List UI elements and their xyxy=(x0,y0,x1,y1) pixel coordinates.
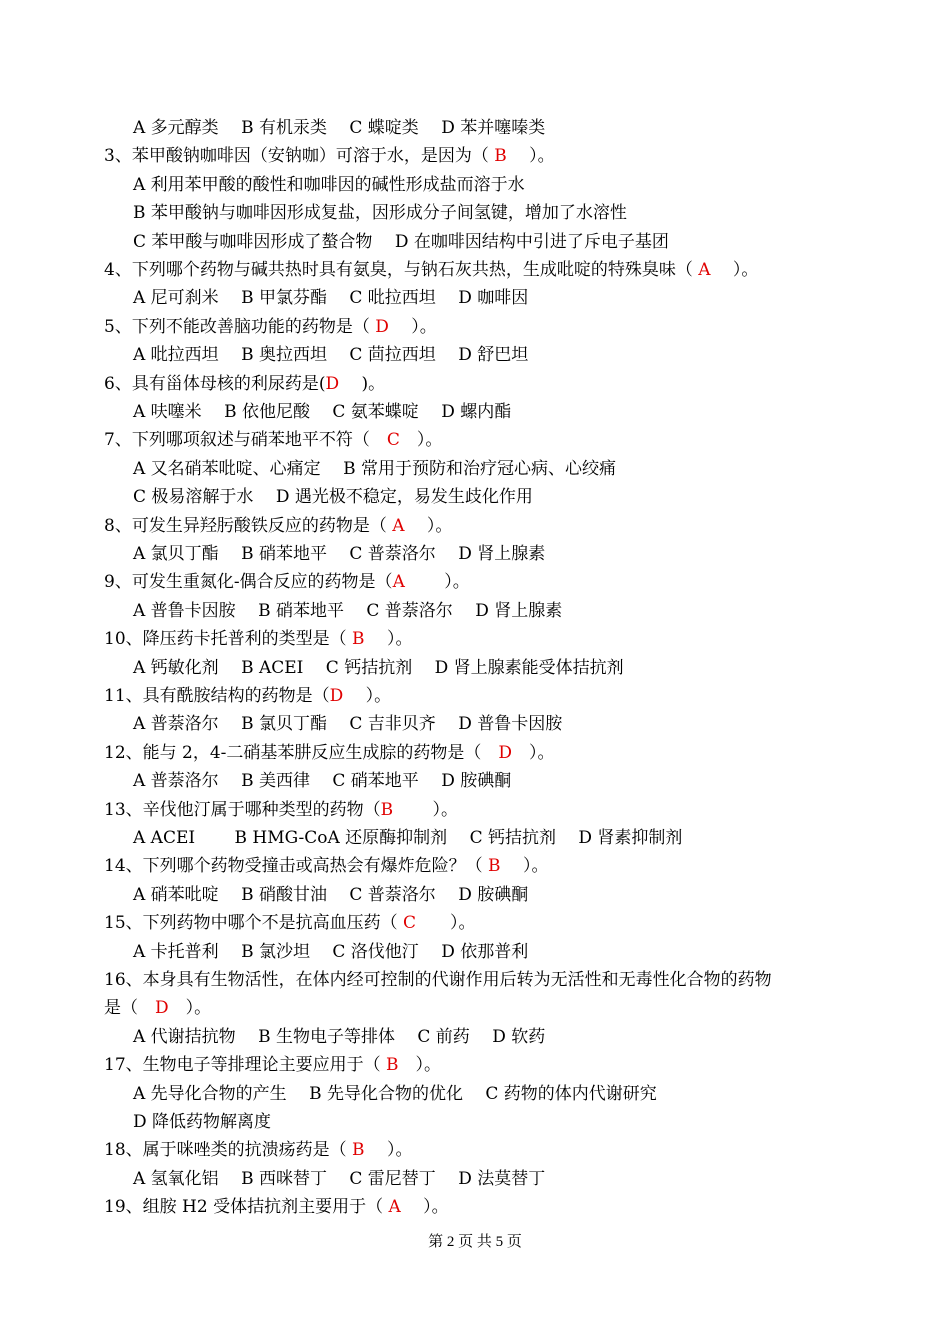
line-text-end: ）。 xyxy=(388,316,437,337)
option-line xyxy=(133,1082,657,1106)
answer-mark: D xyxy=(325,373,340,394)
line-text: 5、下列不能改善脑功能的药物是（ xyxy=(104,316,376,337)
line-text: 6、具有甾体母核的利尿药是( xyxy=(104,373,326,394)
answer-mark: B xyxy=(488,856,501,877)
line-text-end: ）。 xyxy=(404,515,453,536)
line-text: 15、下列药物中哪个不是抗高血压药（ xyxy=(104,913,404,934)
line-text-end: ）。 xyxy=(168,998,212,1019)
question-line xyxy=(104,798,458,822)
question-line xyxy=(104,1138,412,1162)
question-line xyxy=(104,258,758,282)
answer-mark: D xyxy=(155,998,169,1019)
line-text: A 硝苯吡啶 B 硝酸甘油 C 普萘洛尔 D 胺碘酮 xyxy=(133,884,529,905)
answer-mark: B xyxy=(352,629,365,650)
line-text-end: ）。 xyxy=(343,686,392,706)
answer-mark: A xyxy=(392,515,405,536)
line-text-end: ）。 xyxy=(364,629,413,650)
option-line xyxy=(133,656,624,680)
answer-mark: D xyxy=(498,742,513,763)
question-line xyxy=(104,514,452,538)
line-text: C 苯甲酸与咖啡因形成了螯合物 D 在咖啡因结构中引进了斥电子基团 xyxy=(133,231,669,252)
option-line xyxy=(133,485,533,509)
line-text: A 利用苯甲酸的酸性和咖啡因的碱性形成盐而溶于水 xyxy=(133,174,525,195)
answer-mark: A xyxy=(392,572,405,593)
line-text-end: ）。 xyxy=(404,572,470,593)
line-text: 19、组胺 H2 受体拮抗剂主要用于（ xyxy=(104,1197,389,1218)
line-text-end: ）。 xyxy=(710,260,759,280)
line-text: A 多元醇类 B 有机汞类 C 蝶啶类 D 苯并噻嗪类 xyxy=(133,118,546,138)
line-text-end: ）。 xyxy=(512,742,555,763)
question-line xyxy=(104,1195,449,1219)
answer-mark: B xyxy=(380,799,394,820)
question-line xyxy=(104,996,211,1020)
option-line xyxy=(133,542,545,566)
option-line xyxy=(133,883,528,907)
line-text-end: ）。 xyxy=(393,799,459,820)
line-text: 3、苯甲酸钠咖啡因（安钠咖）可溶于水，是因为（ xyxy=(104,146,495,167)
line-text: 是（ xyxy=(104,998,155,1019)
line-text: A ACEI B HMG-CoA 还原酶抑制剂 C 钙拮抗剂 D 肾素抑制剂 xyxy=(133,828,683,848)
option-line xyxy=(133,457,616,481)
question-line xyxy=(104,627,412,651)
line-text: A 钙敏化剂 B ACEI C 钙拮抗剂 D 肾上腺素能受体拮抗剂 xyxy=(133,657,624,678)
answer-mark: D xyxy=(375,316,389,337)
question-line xyxy=(104,144,555,168)
line-text: A 先导化合物的产生 B 先导化合物的优化 C 药物的体内代谢研究 xyxy=(133,1083,657,1104)
page-footer: 第 2 页 共 5 页 xyxy=(428,1234,522,1250)
answer-mark: B xyxy=(352,1140,365,1161)
option-line xyxy=(133,1167,545,1191)
line-text: B 苯甲酸钠与咖啡因形成复盐，因形成分子间氢键，增加了水溶性 xyxy=(133,203,627,224)
question-line xyxy=(104,1053,441,1077)
line-text: 10、降压药卡托普利的类型是（ xyxy=(104,629,353,650)
line-text-end: ）。 xyxy=(398,1055,442,1076)
line-text: 7、下列哪项叙述与硝苯地平不符（ xyxy=(104,430,387,451)
line-text: A 又名硝苯吡啶、心痛定 B 常用于预防和治疗冠心病、心绞痛 xyxy=(133,458,616,479)
line-text-end: )。 xyxy=(339,373,386,394)
question-line xyxy=(104,968,772,992)
option-line xyxy=(133,201,627,225)
option-line xyxy=(133,1110,271,1134)
line-text: 14、下列哪个药物受撞击或高热会有爆炸危险？（ xyxy=(104,856,489,877)
answer-mark: B xyxy=(494,146,507,167)
line-text: 4、下列哪个药物与碱共热时具有氨臭，与钠石灰共热，生成吡啶的特殊臭味（ xyxy=(104,260,699,280)
line-text-end: ）。 xyxy=(416,913,476,934)
option-line xyxy=(133,769,511,793)
question-line xyxy=(104,428,442,452)
line-text: 12、能与 2，4-二硝基苯肼反应生成腙的药物是（ xyxy=(104,742,499,763)
line-text: 16、本身具有生物活性，在体内经可控制的代谢作用后转为无活性和无毒性化合物的药物 xyxy=(104,970,772,990)
line-text: 17、生物电子等排理论主要应用于（ xyxy=(104,1055,387,1076)
option-line xyxy=(133,599,562,623)
line-text: 18、属于咪唑类的抗溃疡药是（ xyxy=(104,1140,353,1161)
question-line xyxy=(104,684,391,708)
line-text: A 代谢拮抗物 B 生物电子等排体 C 前药 D 软药 xyxy=(133,1026,546,1047)
answer-mark: A xyxy=(388,1197,401,1218)
line-text: 13、辛伐他汀属于哪种类型的药物（ xyxy=(104,799,381,820)
line-text: A 呋噻米 B 依他尼酸 C 氨苯蝶啶 D 螺内酯 xyxy=(133,402,512,422)
option-line xyxy=(133,173,525,197)
line-text: A 卡托普利 B 氯沙坦 C 洛伐他汀 D 依那普利 xyxy=(133,941,529,962)
line-text-end: ）。 xyxy=(500,856,549,877)
line-text: 8、可发生异羟肟酸铁反应的药物是（ xyxy=(104,515,393,536)
line-text: A 普萘洛尔 B 氯贝丁酯 C 吉非贝齐 D 普鲁卡因胺 xyxy=(133,714,563,735)
line-text: C 极易溶解于水 D 遇光极不稳定，易发生歧化作用 xyxy=(133,487,533,508)
line-text: 9、可发生重氮化-偶合反应的药物是（ xyxy=(104,572,393,593)
line-text: A 氯贝丁酯 B 硝苯地平 C 普萘洛尔 D 肾上腺素 xyxy=(133,544,546,564)
answer-mark: D xyxy=(329,686,344,706)
line-text-end: ）。 xyxy=(364,1140,413,1161)
answer-mark: C xyxy=(403,913,417,934)
line-text: A 吡拉西坦 B 奥拉西坦 C 茴拉西坦 D 舒巴坦 xyxy=(133,345,529,366)
question-line xyxy=(104,570,470,594)
answer-mark: B xyxy=(386,1055,399,1076)
line-text: A 尼可刹米 B 甲氯芬酯 C 吡拉西坦 D 咖啡因 xyxy=(133,288,529,309)
option-line xyxy=(133,400,511,424)
option-line xyxy=(133,343,528,367)
question-line xyxy=(104,854,548,878)
option-line xyxy=(133,1025,545,1049)
line-text: 11、具有酰胺结构的药物是（ xyxy=(104,686,330,706)
question-line xyxy=(104,372,385,396)
option-line xyxy=(133,116,545,140)
line-text: A 氢氧化铝 B 西咪替丁 C 雷尼替丁 D 法莫替丁 xyxy=(133,1168,546,1189)
question-line xyxy=(104,741,555,765)
option-line xyxy=(133,826,682,850)
answer-mark: C xyxy=(386,430,400,451)
line-text: A 普鲁卡因胺 B 硝苯地平 C 普萘洛尔 D 肾上腺素 xyxy=(133,600,563,621)
option-line xyxy=(133,286,528,310)
option-line xyxy=(133,712,562,736)
option-line xyxy=(133,940,528,964)
option-line xyxy=(133,230,669,254)
question-line xyxy=(104,315,437,339)
line-text: D 降低药物解离度 xyxy=(133,1112,272,1132)
line-text-end: ）。 xyxy=(506,146,555,167)
line-text-end: ）。 xyxy=(400,1197,449,1218)
line-text-end: ）。 xyxy=(399,430,443,451)
question-line xyxy=(104,911,476,935)
answer-mark: A xyxy=(698,260,711,280)
line-text: A 普萘洛尔 B 美西律 C 硝苯地平 D 胺碘酮 xyxy=(133,771,512,792)
